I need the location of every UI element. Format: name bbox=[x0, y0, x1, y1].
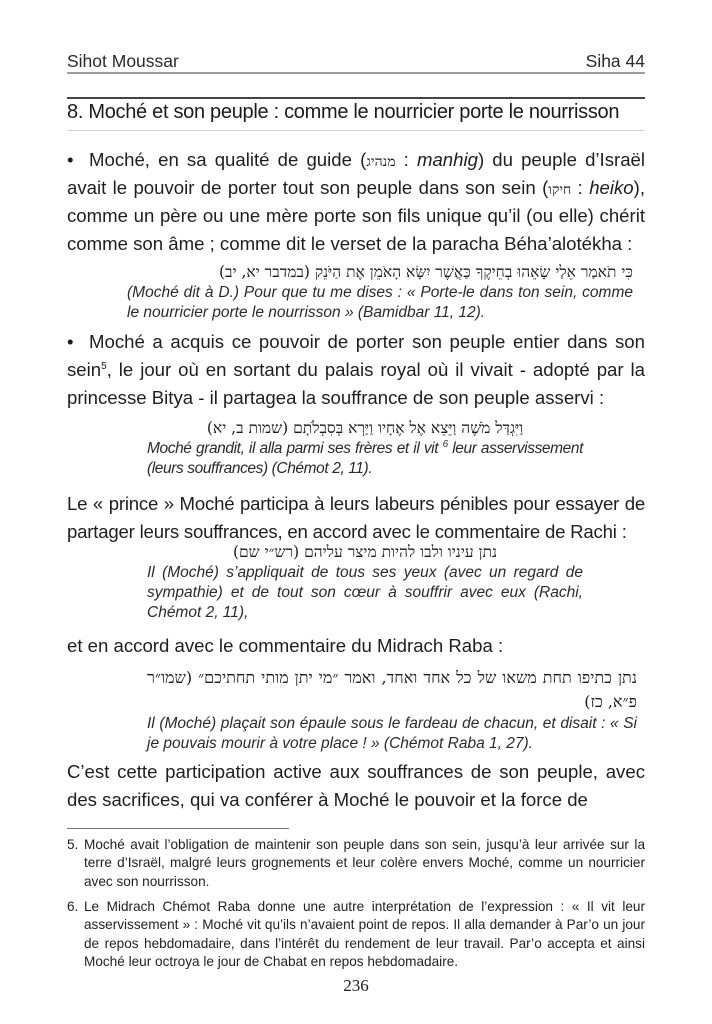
section-title: 8. Moché et son peuple : comme le nourricier porte le nourrisson bbox=[67, 101, 620, 123]
hebrew-verse: כִּי תֹאמַר אֵלַי שָׂאֵהוּ בְחֵיקֶךָ כַּאֲשֶׁר יִשָּׂא הָאֹמֵן אֶת הַיֹּנֵק (במדבר יא, יב) bbox=[218, 263, 633, 281]
footnote-text: Moché avait l’obligation de maintenir son peuple dans son sein, jusqu’à leur arrivée sur la terre d’Israël, malgré leurs grognements et leur colère envers Moché, comme un nourricier avec son nourrisson. bbox=[84, 837, 645, 889]
book-page bbox=[67, 0, 645, 1024]
quote-rachi bbox=[147, 542, 583, 623]
text: ), comme un père ou une mère porte son fils unique qu’il (ou elle) chérit comme son âme ; comme dit le verset de la paracha Béha’alotékha : bbox=[67, 177, 645, 254]
quote-chemot bbox=[147, 418, 583, 479]
book-title: Sihot Moussar bbox=[67, 51, 179, 71]
header-divider bbox=[67, 72, 645, 74]
paragraph-1 bbox=[67, 146, 645, 258]
section-title-rule bbox=[67, 97, 645, 99]
footnote-5 bbox=[67, 836, 645, 891]
running-header bbox=[67, 44, 645, 72]
chapter-label: Siha 44 bbox=[585, 51, 645, 71]
text: Moché, en sa qualité de guide ( bbox=[89, 149, 367, 170]
midrash-translation: Il (Moché) plaçait son épaule sous le fardeau de chacun, et disait : « Si je pouvais mourir à votre place ! » (Chémot Raba 1, 27). bbox=[147, 715, 637, 752]
paragraph-4: et en accord avec le commentaire du Midrach Raba : bbox=[67, 635, 504, 656]
verse-translation: (Moché dit à D.) Pour que tu me dises : « Porte-le dans ton sein, comme le nourricier porte le nourrisson » (Bamidbar 11, 12). bbox=[127, 284, 633, 321]
section-title-underline bbox=[67, 130, 645, 131]
quote-midrach bbox=[147, 666, 637, 754]
footnote-6 bbox=[67, 898, 645, 972]
footnote-text: Le Midrach Chémot Raba donne une autre interprétation de l’expression : « Il vit leur asservissement » : Moché vit qu’ils n’avaient point de repos. Il alla demander à Par’o un jour de repos hebdomadaire, dans l’intérêt du rendement de leur travail. Par’o accepta et ainsi Moché leur octroya le jour de Chabat en repos hebdomadaire. bbox=[84, 899, 645, 970]
hebrew-verse: וַיִּגְדַּל מֹשֶׁה וַיֵּצֵא אֶל אֶחָיו וַיַּרְא בְּסִבְלֹתָם (שמות ב, יא) bbox=[206, 419, 524, 437]
footnote-ref-6[interactable]: 6 bbox=[442, 438, 448, 450]
paragraph-2 bbox=[67, 328, 645, 412]
verse-translation bbox=[147, 439, 583, 479]
text: Moché a acquis ce pouvoir de porter son peuple entier dans son sein bbox=[67, 331, 645, 380]
footnote-divider bbox=[67, 828, 289, 829]
hebrew-term: מנהיג bbox=[366, 154, 396, 170]
commentary-translation: Il (Moché) s’appliquait de tous ses yeux (avec un regard de sympathie) et de tout son cœur à souffrir avec eux (Rachi, Chémot 2, 11), bbox=[147, 564, 583, 621]
transliteration: manhig bbox=[416, 149, 478, 170]
quote-bamidbar bbox=[127, 262, 633, 323]
text: leur asservissement (leurs souffrances) (Chémot 2, 11). bbox=[147, 440, 583, 477]
bullet-icon: • bbox=[67, 149, 74, 170]
page-number: 236 bbox=[343, 976, 369, 995]
hebrew-midrash: נתן כתיפו תחת משאו של כל אחד ואחד, ואמר ״מי יתן מותי תחתיכם״ (שמו״ר פ״א, כז) bbox=[147, 668, 637, 711]
text: ) du peuple d’Israël avait le pouvoir de porter tout son peuple dans son sein ( bbox=[67, 149, 646, 198]
text: Moché grandit, il alla parmi ses frères et il vit bbox=[147, 440, 443, 457]
transliteration: heiko bbox=[589, 177, 634, 198]
paragraph-5: C’est cette participation active aux souffrances de son peuple, avec des sacrifices, qui va conférer à Moché le pouvoir et la force de bbox=[67, 761, 645, 810]
footnote-number: 5. bbox=[67, 837, 79, 852]
footnote-number: 6. bbox=[67, 899, 79, 914]
text: : bbox=[395, 149, 417, 170]
hebrew-commentary: נתן עיניו ולבו להיות מיצר עליהם (רש״י שם) bbox=[232, 543, 498, 561]
paragraph-3: Le « prince » Moché participa à leurs labeurs pénibles pour essayer de partager leurs souffrances, en accord avec le commentaire de Rachi : bbox=[67, 493, 645, 542]
footnote-ref-5[interactable]: 5 bbox=[101, 360, 107, 372]
hebrew-term: חיקו bbox=[548, 182, 572, 198]
text: , le jour où en sortant du palais royal où il vivait - adopté par la princesse Bitya - il partagea la souffrance de son peuple asservi : bbox=[67, 359, 645, 408]
bullet-icon: • bbox=[67, 331, 74, 352]
text: : bbox=[571, 177, 590, 198]
